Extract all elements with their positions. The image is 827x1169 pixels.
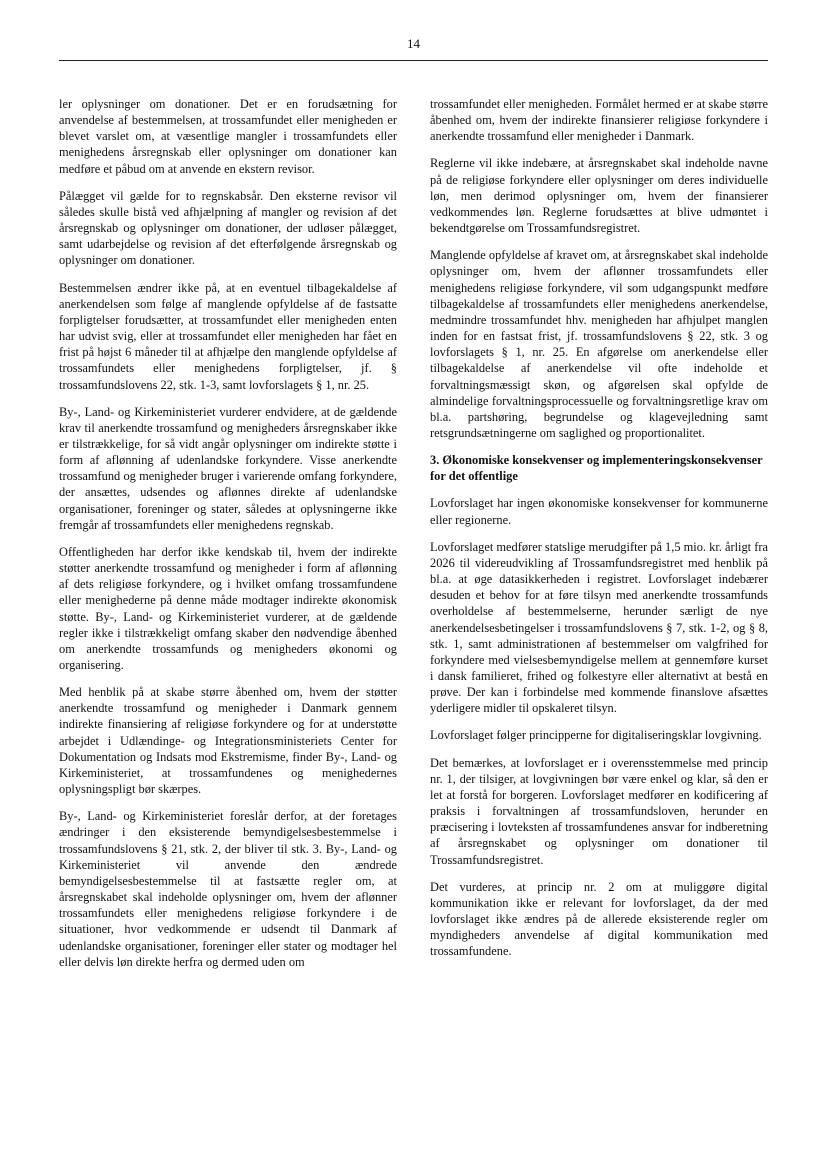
paragraph: Med henblik på at skabe større åbenhed om, hvem der støtter anerkendte trossamfund og menigheder i Danmark gennem indirekte finansiering af religiøse forkyndere og for at understøtte arbejdet i Udlændinge- og Integrationsministeriets Center for Dokumentation og Indsats mod Ekstremisme, finder By-, Land- og Kirkeministeriet, at trossamfundenes og menighedernes oplysningspligt bør skærpes. bbox=[59, 685, 397, 797]
left-column bbox=[59, 96, 397, 981]
right-column bbox=[430, 96, 768, 971]
paragraph: Det vurderes, at princip nr. 2 om at muliggøre digital kommunikation ikke er relevant for lovforslaget, da der med lovforslaget ikke ændres på de allerede eksisterende regler om myndigheders anvendelse af digital kommunikation med trossamfundene. bbox=[430, 879, 768, 959]
paragraph: Lovforslaget følger principperne for digitaliseringsklar lovgivning. bbox=[430, 728, 762, 743]
paragraph: Lovforslaget medfører statslige merudgifter på 1,5 mio. kr. årligt fra 2026 til videreudvikling af Trossamfundsregistret med henblik på bl.a. at øge datasikkerheden i registret. Lovforslaget indebærer desuden et behov for at føre tilsyn med anerkendte trossamfunds overholdelse af bestemmelserne, herunder særligt de nye anerkendelsesbetingelser i trossamfundslovens § 7, stk. 1-2, og § 8, stk. 1, samt administrationen af bestemmelser om valgfrihed for forkyndere med vielsesbemyndigelse mellem at gennemføre kurset i dansk familieret, frihed og folkestyre eller alternativt at bestå en prøve. Der kan i forbindelse med kommende finanslove afsættes yderligere midler til opskaleret tilsyn. bbox=[430, 539, 768, 716]
paragraph: Manglende opfyldelse af kravet om, at årsregnskabet skal indeholde oplysninger om, hvem der aflønner trossamfundets eller menighedens religiøse forkyndere, vil som udgangspunkt medføre tilbagekaldelse af trossamfundets eller menighedens anerkendelse, medmindre trossamfundet hhv. menigheden har afhjulpet manglen inden for en fastsat frist, jf. trossamfundslovens § 22, stk. 3 og lovforslagets § 1, nr. 25. En afgørelse om anerkendelse eller tilbagekaldelse af anerkendelse vil ofte indeholde et forvaltningsmæssigt skøn, og afgørelsen skal opfylde de almindelige forvaltningsprocessuelle og forvaltningsretlige krav om bl.a. partshøring, begrundelse og klagevejledning samt retsgrundsætningerne om saglighed og proportionalitet. bbox=[430, 248, 768, 440]
paragraph: Lovforslaget har ingen økonomiske konsekvenser for kommunerne eller regionerne. bbox=[430, 496, 768, 527]
page-number: 14 bbox=[407, 36, 420, 51]
section-heading: 3. Økonomiske konsekvenser og implementeringskonsekvenser for det offentlige bbox=[430, 453, 763, 484]
paragraph: Det bemærkes, at lovforslaget er i overensstemmelse med princip nr. 1, der tilsiger, at lovgivningen bør være enkel og klar, så den er let at forstå for borgeren. Lovforslaget medfører en kodificering af praksis i forvaltningen af trossamfundsloven, herunder en præcisering i lovteksten af trossamfundenes ansvar for indberetning af årsregnskabet og oplysninger om donationer til Trossamfundsregistret. bbox=[430, 755, 768, 867]
paragraph: Reglerne vil ikke indebære, at årsregnskabet skal indeholde navne på de religiøse forkyndere eller oplysninger om deres individuelle løn, men derimod oplysninger om, hvem der finansierer vedkommendes løn. Reglerne forudsættes at blive udmøntet i bekendtgørelse om Trossamfundsregistret. bbox=[430, 156, 768, 236]
paragraph: By-, Land- og Kirkeministeriet vurderer endvidere, at de gældende krav til anerkendte trossamfund og menigheders årsregnskaber ikke er tilstrækkelige, for så vidt angår oplysninger om indirekte støtte i form af aflønning af udenlandske forkyndere. Visse anerkendte trossamfund og menigheder bruger i varierende omfang forkyndere, der ansættes, udsendes og aflønnes direkte af udenlandske organisationer, foreninger og stater, således at oplysningerne ikke fremgår af trossamfundets eller menighedens regnskab. bbox=[59, 404, 397, 532]
paragraph: Offentligheden har derfor ikke kendskab til, hvem der indirekte støtter anerkendte trossamfund og menigheder i form af aflønning af dets religiøse forkyndere, og i hvilket omfang trossamfundene eller menighederne på denne måde modtager indirekte økonomisk støtte. By-, Land- og Kirkeministeriet vurderer, at de gældende regler ikke i tilstrækkeligt omfang skaber den nødvendige åbenhed om anerkendte trossamfunds og menigheders økonomi og organisering. bbox=[59, 544, 397, 672]
paragraph: trossamfundet eller menigheden. Formålet hermed er at skabe større åbenhed om, hvem der indirekte finansierer religiøse forkyndere i anerkendte trossamfund eller menigheder i Danmark. bbox=[430, 97, 768, 144]
paragraph: By-, Land- og Kirkeministeriet foreslår derfor, at der foretages ændringer i den eksisterende bemyndigelsesbestemmelse i trossamfundslovens § 21, stk. 2, der bliver til stk. 3. By-, Land- og Kirkeministeriet vil anvende den ændrede bemyndigelsesbestemmelse til at fastsætte regler om, at årsregnskabet skal indeholde oplysninger om, hvem der aflønner trossamfundets eller menighedens religiøse forkyndere i de situationer, hvor vedkommende er udsendt til Danmark af udenlandske organisationer, foreninger eller stater og modtager hel eller delvis løn direkte herfra og dermed uden om bbox=[59, 809, 397, 969]
paragraph: ler oplysninger om donationer. Det er en forudsætning for anvendelse af bestemmelsen, at trossamfundet eller menigheden er blevet varslet om, at væsentlige mangler i trossamfundets eller menighedens årsregnskab eller oplysninger om donationer kan medføre et påbud om at anvende en ekstern revisor. bbox=[59, 97, 397, 176]
paragraph: Pålægget vil gælde for to regnskabsår. Den eksterne revisor vil således skulle bistå ved afhjælpning af mangler og revision af det årsregnskab og oplysninger om donationer, der udløser pålægget, samt udarbejdelse og revision af det efterfølgende årsregnskab og oplysninger om donationer. bbox=[59, 188, 397, 268]
paragraph: Bestemmelsen ændrer ikke på, at en eventuel tilbagekaldelse af anerkendelsen som følge af manglende opfyldelse af de fastsatte forpligtelser forudsætter, at trossamfundet eller menigheden enten har udvist svig, eller at trossamfundet eller menigheden har fået en frist på højst 6 måneder til at afhjælpe den manglende opfyldelse af trossamfundets eller menighedens forpligtelser, jf. § trossamfundslovens 22, stk. 1-3, samt lovforslagets § 1, nr. 25. bbox=[59, 280, 397, 392]
header-rule bbox=[59, 60, 768, 61]
